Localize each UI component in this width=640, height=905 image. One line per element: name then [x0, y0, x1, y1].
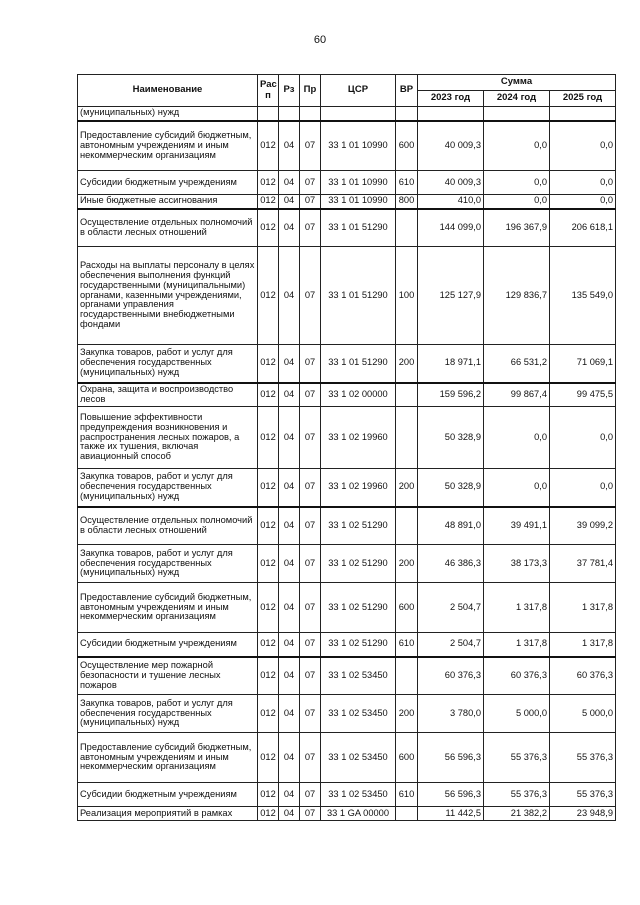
cell-pr: 07 [300, 695, 321, 733]
cell-y2023: 410,0 [418, 195, 484, 209]
cell-rz: 04 [279, 545, 300, 583]
table-body [78, 107, 616, 821]
cell-csr: 33 1 02 53450 [321, 783, 396, 807]
table-row [78, 633, 616, 657]
cell-y2024: 196 367,9 [484, 209, 550, 247]
cell-csr: 33 1 02 51290 [321, 633, 396, 657]
cell-rasp: 012 [258, 171, 279, 195]
budget-table [77, 74, 616, 821]
cell-y2024 [484, 107, 550, 121]
cell-y2023: 46 386,3 [418, 545, 484, 583]
cell-vr: 200 [396, 545, 418, 583]
cell-rasp: 012 [258, 733, 279, 783]
cell-y2024: 0,0 [484, 121, 550, 171]
cell-csr: 33 1 02 19960 [321, 469, 396, 507]
cell-rasp: 012 [258, 195, 279, 209]
cell-y2025: 39 099,2 [550, 507, 616, 545]
cell-pr: 07 [300, 407, 321, 469]
cell-pr: 07 [300, 733, 321, 783]
table-row [78, 107, 616, 121]
cell-rasp: 012 [258, 545, 279, 583]
cell-y2025: 23 948,9 [550, 807, 616, 821]
cell-csr: 33 1 01 51290 [321, 345, 396, 383]
cell-name: Закупка товаров, работ и услуг для обеспечения государственных (муниципальных) нужд [78, 695, 258, 733]
header-sum: Сумма [418, 75, 616, 91]
cell-rz: 04 [279, 657, 300, 695]
cell-rz: 04 [279, 247, 300, 345]
cell-name: Субсидии бюджетным учреждениям [78, 171, 258, 195]
cell-vr: 600 [396, 583, 418, 633]
table-row [78, 783, 616, 807]
cell-rz: 04 [279, 383, 300, 407]
cell-vr: 800 [396, 195, 418, 209]
cell-pr: 07 [300, 657, 321, 695]
cell-y2023: 56 596,3 [418, 733, 484, 783]
cell-rz: 04 [279, 733, 300, 783]
cell-y2023: 56 596,3 [418, 783, 484, 807]
cell-vr [396, 209, 418, 247]
cell-csr: 33 1 02 53450 [321, 657, 396, 695]
cell-name: Повышение эффективности предупреждения возникновения и распространения лесных пожаров, а также их тушения, включая авиационный способ [78, 407, 258, 469]
cell-y2023: 40 009,3 [418, 171, 484, 195]
cell-y2023: 144 099,0 [418, 209, 484, 247]
cell-y2025: 206 618,1 [550, 209, 616, 247]
cell-y2023: 40 009,3 [418, 121, 484, 171]
cell-csr: 33 1 01 10990 [321, 121, 396, 171]
cell-y2025: 55 376,3 [550, 783, 616, 807]
cell-name: Предоставление субсидий бюджетным, автономным учреждениям и иным некоммерческим организациям [78, 733, 258, 783]
cell-rz: 04 [279, 507, 300, 545]
cell-rz: 04 [279, 407, 300, 469]
table-row [78, 195, 616, 209]
cell-y2025: 55 376,3 [550, 733, 616, 783]
cell-vr [396, 407, 418, 469]
cell-name: Предоставление субсидий бюджетным, автономным учреждениям и иным некоммерческим организациям [78, 583, 258, 633]
header-2024: 2024 год [484, 91, 550, 107]
cell-name: Предоставление субсидий бюджетным, автономным учреждениям и иным некоммерческим организациям [78, 121, 258, 171]
cell-rz: 04 [279, 171, 300, 195]
cell-name: Осуществление отдельных полномочий в области лесных отношений [78, 209, 258, 247]
cell-rasp [258, 107, 279, 121]
cell-csr: 33 1 02 53450 [321, 695, 396, 733]
cell-name: Иные бюджетные ассигнования [78, 195, 258, 209]
cell-pr: 07 [300, 545, 321, 583]
cell-y2024: 0,0 [484, 469, 550, 507]
cell-vr [396, 507, 418, 545]
table-row [78, 545, 616, 583]
cell-csr: 33 1 GA 00000 [321, 807, 396, 821]
cell-rz [279, 107, 300, 121]
cell-csr: 33 1 02 00000 [321, 383, 396, 407]
cell-pr: 07 [300, 195, 321, 209]
cell-name: Закупка товаров, работ и услуг для обеспечения государственных (муниципальных) нужд [78, 469, 258, 507]
cell-rasp: 012 [258, 121, 279, 171]
cell-y2025: 135 549,0 [550, 247, 616, 345]
cell-y2023: 60 376,3 [418, 657, 484, 695]
cell-pr: 07 [300, 383, 321, 407]
cell-y2025: 0,0 [550, 171, 616, 195]
cell-y2023: 125 127,9 [418, 247, 484, 345]
table-row [78, 121, 616, 171]
cell-name: Закупка товаров, работ и услуг для обеспечения государственных (муниципальных) нужд [78, 545, 258, 583]
cell-pr: 07 [300, 783, 321, 807]
cell-pr: 07 [300, 807, 321, 821]
cell-vr: 610 [396, 633, 418, 657]
cell-rasp: 012 [258, 209, 279, 247]
cell-y2025: 0,0 [550, 121, 616, 171]
cell-y2025: 1 317,8 [550, 633, 616, 657]
cell-csr: 33 1 02 51290 [321, 545, 396, 583]
cell-rz: 04 [279, 583, 300, 633]
cell-pr: 07 [300, 507, 321, 545]
cell-name: (муниципальных) нужд [78, 107, 258, 121]
cell-y2023: 11 442,5 [418, 807, 484, 821]
cell-y2024: 1 317,8 [484, 583, 550, 633]
cell-y2023: 50 328,9 [418, 407, 484, 469]
cell-y2025: 60 376,3 [550, 657, 616, 695]
cell-vr [396, 657, 418, 695]
cell-y2025: 0,0 [550, 407, 616, 469]
cell-y2023: 159 596,2 [418, 383, 484, 407]
table-row [78, 407, 616, 469]
cell-y2025: 1 317,8 [550, 583, 616, 633]
cell-y2023: 2 504,7 [418, 583, 484, 633]
header-rz: Рз [279, 75, 300, 107]
header-vr: ВР [396, 75, 418, 107]
cell-csr: 33 1 02 19960 [321, 407, 396, 469]
cell-y2024: 60 376,3 [484, 657, 550, 695]
cell-y2024: 21 382,2 [484, 807, 550, 821]
cell-pr: 07 [300, 171, 321, 195]
cell-vr [396, 107, 418, 121]
header-rasp: Рас п [258, 75, 279, 107]
cell-y2023: 50 328,9 [418, 469, 484, 507]
cell-y2024: 99 867,4 [484, 383, 550, 407]
cell-name: Реализация мероприятий в рамках [78, 807, 258, 821]
cell-y2024: 0,0 [484, 171, 550, 195]
cell-y2024: 38 173,3 [484, 545, 550, 583]
cell-vr [396, 383, 418, 407]
cell-y2024: 1 317,8 [484, 633, 550, 657]
cell-name: Охрана, защита и воспроизводство лесов [78, 383, 258, 407]
cell-name: Осуществление мер пожарной безопасности и тушение лесных пожаров [78, 657, 258, 695]
cell-rz: 04 [279, 807, 300, 821]
cell-rasp: 012 [258, 657, 279, 695]
cell-rz: 04 [279, 695, 300, 733]
cell-csr: 33 1 01 51290 [321, 209, 396, 247]
cell-vr: 200 [396, 695, 418, 733]
cell-y2023: 48 891,0 [418, 507, 484, 545]
cell-vr: 200 [396, 345, 418, 383]
cell-rasp: 012 [258, 407, 279, 469]
cell-rasp: 012 [258, 383, 279, 407]
cell-vr: 100 [396, 247, 418, 345]
cell-name: Осуществление отдельных полномочий в области лесных отношений [78, 507, 258, 545]
cell-vr: 610 [396, 783, 418, 807]
cell-y2025: 0,0 [550, 195, 616, 209]
cell-csr [321, 107, 396, 121]
cell-rasp: 012 [258, 783, 279, 807]
cell-pr [300, 107, 321, 121]
cell-csr: 33 1 01 51290 [321, 247, 396, 345]
cell-name: Субсидии бюджетным учреждениям [78, 783, 258, 807]
cell-y2025: 37 781,4 [550, 545, 616, 583]
cell-pr: 07 [300, 583, 321, 633]
table-row [78, 345, 616, 383]
table-row [78, 469, 616, 507]
cell-csr: 33 1 02 53450 [321, 733, 396, 783]
cell-rasp: 012 [258, 507, 279, 545]
page-number: 60 [313, 34, 327, 46]
cell-y2023: 18 971,1 [418, 345, 484, 383]
cell-vr: 600 [396, 121, 418, 171]
cell-rz: 04 [279, 633, 300, 657]
cell-y2025 [550, 107, 616, 121]
cell-csr: 33 1 02 51290 [321, 507, 396, 545]
table-row [78, 247, 616, 345]
cell-pr: 07 [300, 469, 321, 507]
cell-rz: 04 [279, 209, 300, 247]
cell-name: Закупка товаров, работ и услуг для обеспечения государственных (муниципальных) нужд [78, 345, 258, 383]
cell-rasp: 012 [258, 247, 279, 345]
cell-name: Расходы на выплаты персоналу в целях обеспечения выполнения функций государственными (муниципальными) органами, казенными учреждениями, органами управления государственными внебюджетными фондами [78, 247, 258, 345]
cell-pr: 07 [300, 247, 321, 345]
header-pr: Пр [300, 75, 321, 107]
cell-y2024: 129 836,7 [484, 247, 550, 345]
cell-y2025: 99 475,5 [550, 383, 616, 407]
table-row [78, 583, 616, 633]
cell-y2024: 5 000,0 [484, 695, 550, 733]
cell-csr: 33 1 02 51290 [321, 583, 396, 633]
cell-rasp: 012 [258, 695, 279, 733]
header-csr: ЦСР [321, 75, 396, 107]
cell-vr: 200 [396, 469, 418, 507]
cell-y2025: 5 000,0 [550, 695, 616, 733]
cell-y2024: 55 376,3 [484, 783, 550, 807]
cell-pr: 07 [300, 121, 321, 171]
cell-rasp: 012 [258, 633, 279, 657]
cell-name: Субсидии бюджетным учреждениям [78, 633, 258, 657]
header-2025: 2025 год [550, 91, 616, 107]
cell-vr: 600 [396, 733, 418, 783]
cell-rasp: 012 [258, 807, 279, 821]
cell-rz: 04 [279, 783, 300, 807]
table-row [78, 209, 616, 247]
cell-vr [396, 807, 418, 821]
cell-vr: 610 [396, 171, 418, 195]
cell-y2024: 39 491,1 [484, 507, 550, 545]
table-row [78, 657, 616, 695]
cell-y2023: 3 780,0 [418, 695, 484, 733]
cell-rz: 04 [279, 345, 300, 383]
cell-rz: 04 [279, 469, 300, 507]
cell-pr: 07 [300, 633, 321, 657]
cell-rasp: 012 [258, 583, 279, 633]
table-row [78, 171, 616, 195]
table-row [78, 507, 616, 545]
cell-y2024: 0,0 [484, 195, 550, 209]
cell-y2025: 0,0 [550, 469, 616, 507]
cell-y2024: 55 376,3 [484, 733, 550, 783]
header-name: Наименование [78, 75, 258, 107]
cell-y2023 [418, 107, 484, 121]
cell-csr: 33 1 01 10990 [321, 195, 396, 209]
table-row [78, 807, 616, 821]
table-row [78, 695, 616, 733]
cell-y2023: 2 504,7 [418, 633, 484, 657]
cell-csr: 33 1 01 10990 [321, 171, 396, 195]
cell-y2024: 66 531,2 [484, 345, 550, 383]
cell-rz: 04 [279, 195, 300, 209]
cell-y2025: 71 069,1 [550, 345, 616, 383]
header-2023: 2023 год [418, 91, 484, 107]
table-row [78, 733, 616, 783]
cell-pr: 07 [300, 209, 321, 247]
cell-rz: 04 [279, 121, 300, 171]
cell-y2024: 0,0 [484, 407, 550, 469]
table-row [78, 383, 616, 407]
cell-pr: 07 [300, 345, 321, 383]
cell-rasp: 012 [258, 469, 279, 507]
cell-rasp: 012 [258, 345, 279, 383]
